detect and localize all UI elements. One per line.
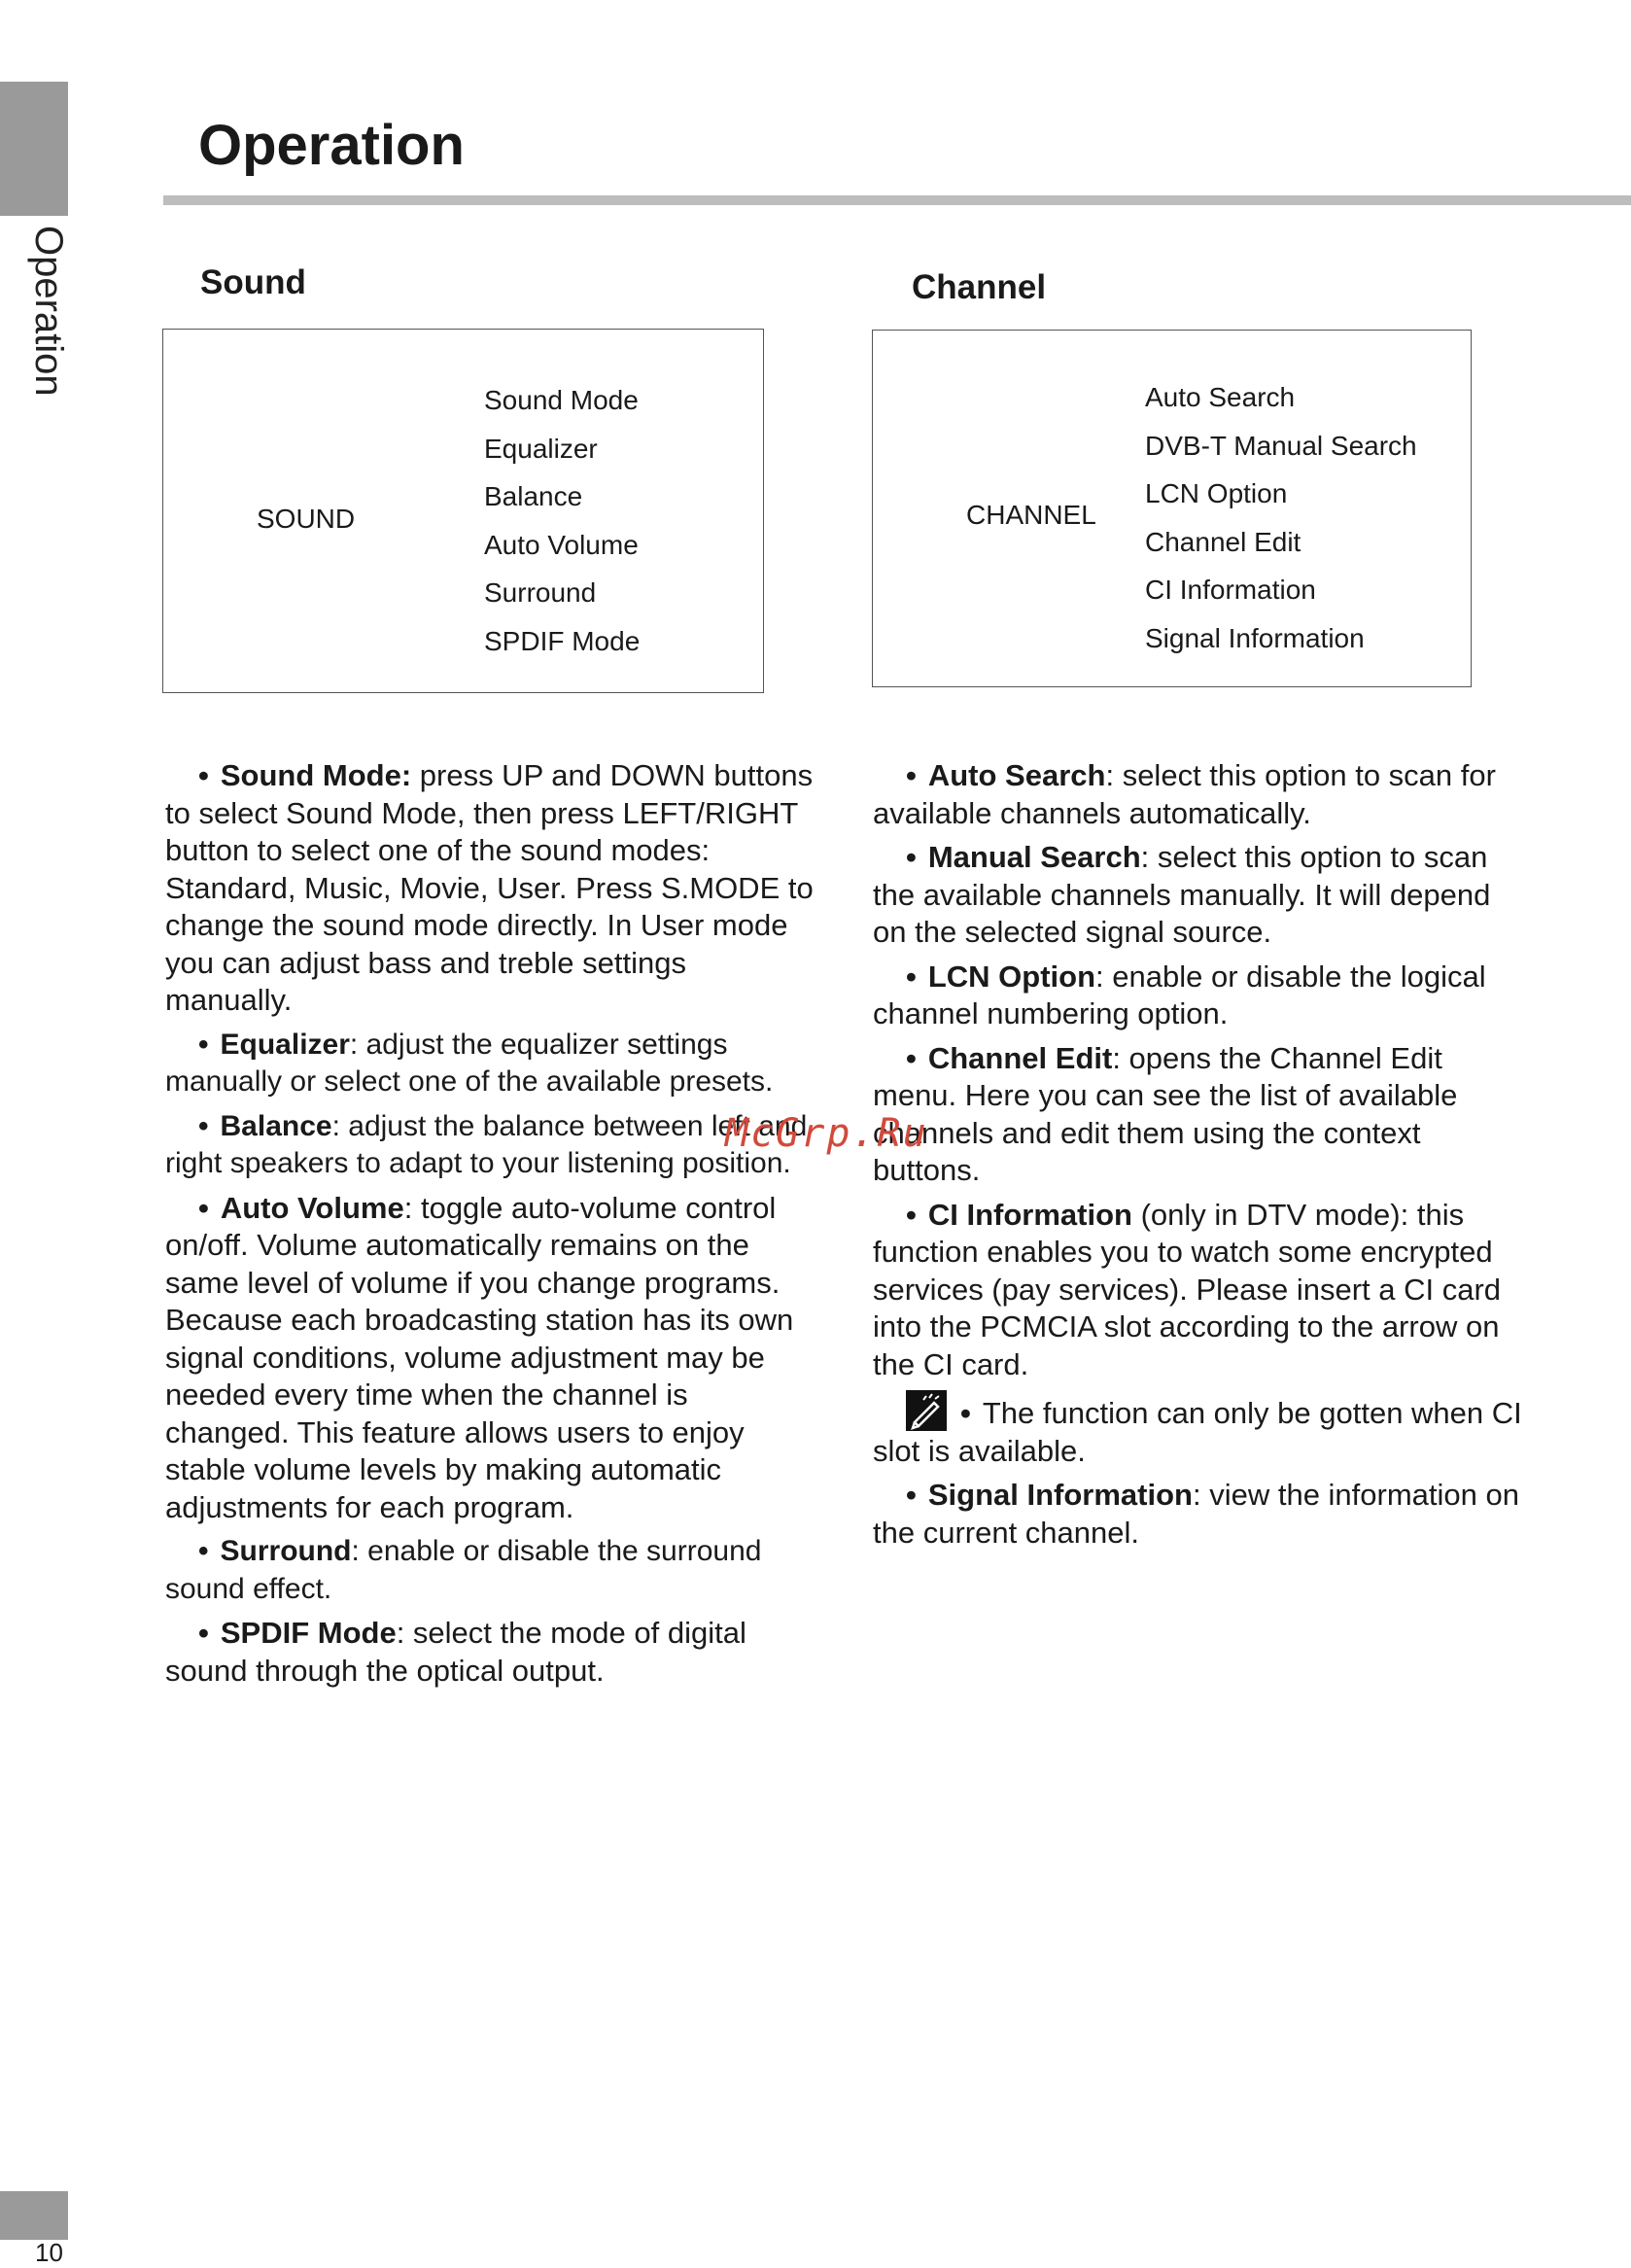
note-text: The function can only be gotten when CI slot is available.: [873, 1396, 1522, 1468]
menu-item: Signal Information: [1145, 622, 1365, 653]
term: • SPDIF Mode: [165, 1615, 397, 1653]
signal-information-paragraph: [873, 1477, 1526, 1552]
description: : adjust the balance between left and right speakers to adapt to your listening position.: [165, 1109, 808, 1179]
ci-information-paragraph: [873, 1197, 1526, 1384]
manual-search-paragraph: [873, 839, 1526, 952]
note-pen-icon: [906, 1390, 947, 1431]
menu-item: SPDIF Mode: [484, 625, 641, 656]
balance-paragraph: [165, 1108, 818, 1183]
description: : select this option to scan the available channels manually. It will depend on the selected signal source.: [873, 840, 1491, 949]
page-number-tab: [0, 2191, 68, 2240]
lcn-option-paragraph: [873, 959, 1526, 1033]
term: • Surround: [165, 1533, 352, 1571]
channel-menu-root: CHANNEL: [966, 500, 1096, 530]
channel-menu-items: [1145, 373, 1417, 662]
term: • Manual Search: [873, 839, 1141, 877]
auto-search-paragraph: [873, 757, 1526, 832]
menu-item: Sound Mode: [484, 385, 639, 415]
sound-menu-root: SOUND: [257, 504, 356, 534]
sound-menu-diagram: [162, 329, 764, 693]
term: • Equalizer: [165, 1027, 350, 1064]
description: : select the mode of digital sound through the optical output.: [165, 1616, 746, 1688]
description: : enable or disable the logical channel numbering option.: [873, 959, 1486, 1030]
auto-volume-paragraph: [165, 1190, 818, 1527]
description: : select this option to scan for available channels automatically.: [873, 758, 1496, 830]
menu-item: Equalizer: [484, 433, 598, 464]
page-title: Operation: [198, 114, 465, 177]
term: • Channel Edit: [873, 1040, 1112, 1078]
term: • Balance: [165, 1108, 332, 1146]
description: press UP and DOWN buttons to select Sound Mode, then press LEFT/RIGHT button to select one of the sound modes: Standard, Music, Movie, User. Press S.MODE to change the sound mode directly. In User mode you can adjust bass and treble settings manually.: [165, 758, 814, 1017]
channel-descriptions: [873, 757, 1526, 1558]
note-paragraph: [873, 1390, 1526, 1470]
menu-item: Auto Search: [1145, 382, 1296, 412]
description: : toggle auto-volume control on/off. Volume automatically remains on the same level of volume if you change programs. Because each broadcasting station has its own signal conditions, volume adjustment may be needed every time when the channel is changed. This feature allows users to enjoy stable volume levels by making automatic adjustments for each program.: [165, 1190, 794, 1524]
term: • Signal Information: [873, 1477, 1193, 1515]
page-number: 10: [35, 2238, 63, 2267]
menu-item: Auto Volume: [484, 529, 639, 560]
term: • LCN Option: [873, 959, 1095, 996]
channel-menu-diagram: [872, 330, 1472, 687]
description: : enable or disable the surround sound effect.: [165, 1535, 762, 1605]
term: • CI Information: [873, 1197, 1132, 1235]
spdif-mode-paragraph: [165, 1615, 818, 1690]
menu-item: DVB-T Manual Search: [1145, 430, 1417, 461]
side-section-label: Operation: [27, 226, 70, 397]
description: : adjust the equalizer settings manually or select one of the available presets.: [165, 1028, 774, 1098]
sound-menu-items: [484, 376, 640, 665]
title-divider: [163, 195, 1631, 205]
surround-paragraph: [165, 1533, 818, 1608]
description: : opens the Channel Edit menu. Here you can see the list of available channels and edit them using the context buttons.: [873, 1040, 1458, 1187]
menu-item: Surround: [484, 577, 597, 608]
menu-item: CI Information: [1145, 575, 1316, 605]
channel-edit-paragraph: [873, 1040, 1526, 1190]
menu-item: Balance: [484, 481, 583, 511]
menu-item: LCN Option: [1145, 478, 1288, 508]
menu-item: Channel Edit: [1145, 526, 1301, 557]
term: • Sound Mode:: [165, 757, 411, 795]
channel-heading: Channel: [912, 268, 1047, 306]
description: : view the information on the current channel.: [873, 1478, 1519, 1550]
sound-mode-paragraph: [165, 757, 818, 1020]
description: (only in DTV mode): this function enables you to watch some encrypted services (pay services). Please insert a CI card into the PCMCIA slot according to the arrow on the CI card.: [873, 1197, 1502, 1381]
watermark-text: McGrp.Ru: [725, 1111, 928, 1156]
sound-heading: Sound: [200, 263, 306, 301]
term: • Auto Volume: [165, 1190, 404, 1228]
sound-descriptions: [165, 757, 818, 1696]
term: • Auto Search: [873, 757, 1105, 795]
note-bullet: •: [960, 1396, 971, 1430]
side-tab-marker: [0, 82, 68, 216]
equalizer-paragraph: [165, 1027, 818, 1101]
